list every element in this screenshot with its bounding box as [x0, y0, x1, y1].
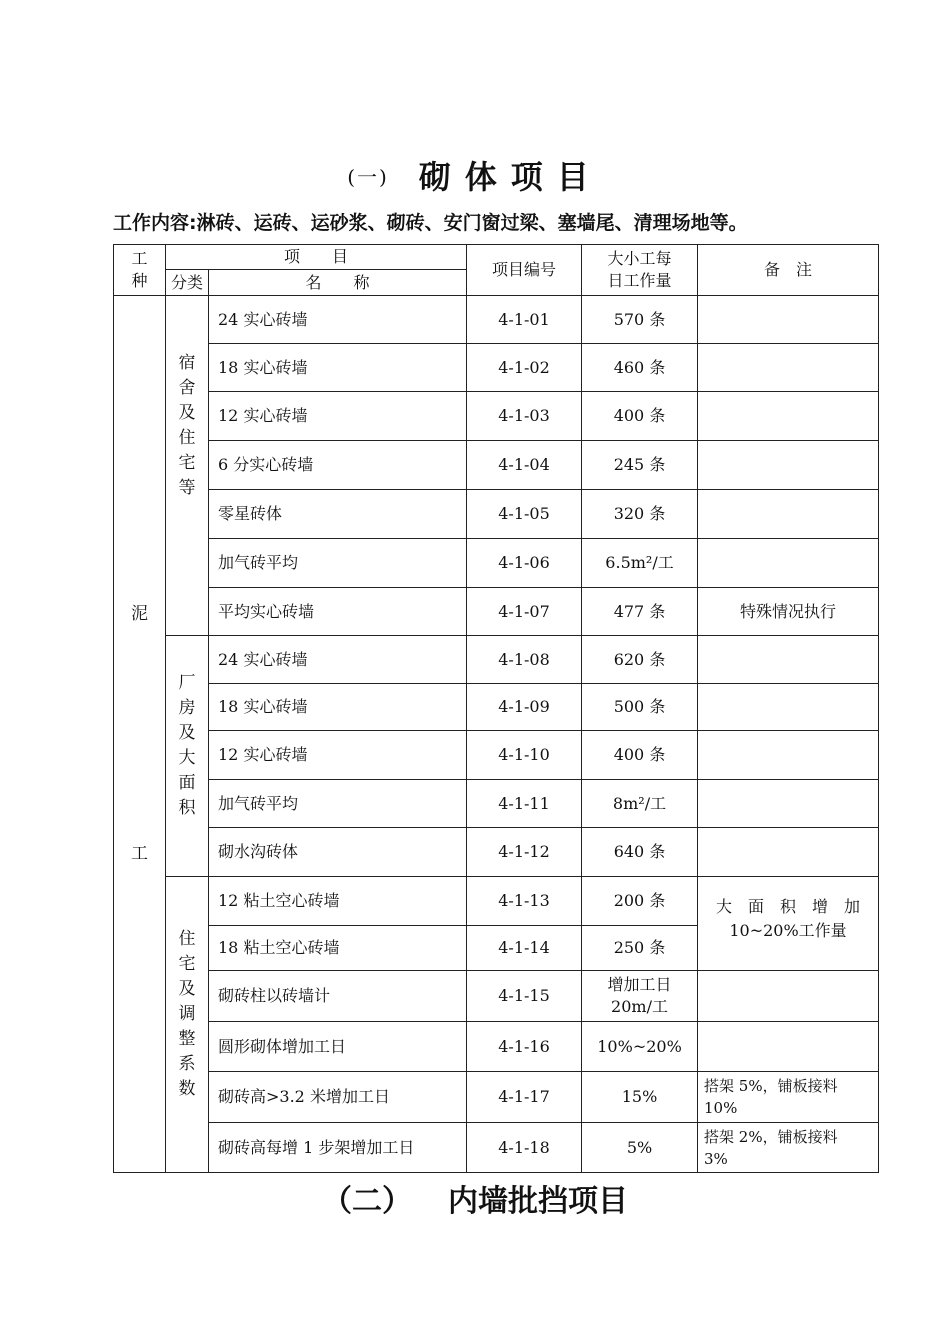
item-note — [698, 636, 879, 684]
item-code: 4-1-09 — [467, 684, 582, 731]
item-name: 24 实心砖墙 — [209, 636, 467, 684]
item-code: 4-1-12 — [467, 828, 582, 877]
item-code: 4-1-08 — [467, 636, 582, 684]
item-code: 4-1-04 — [467, 441, 582, 490]
item-name: 6 分实心砖墙 — [209, 441, 467, 490]
worktype-cell: 泥 工 — [114, 296, 166, 1173]
item-note: 搭架 2%，铺板接料 3% — [698, 1123, 879, 1173]
item-amount: 5% — [582, 1123, 698, 1173]
next-section-number: （二） — [322, 1184, 412, 1219]
item-name: 18 粘土空心砖墙 — [209, 926, 467, 971]
item-note — [698, 1022, 879, 1072]
section-title-text: 砌体项目 — [418, 158, 603, 196]
header-note: 备 注 — [698, 245, 879, 296]
next-section-title — [0, 1176, 950, 1220]
header-name: 名 称 — [209, 270, 467, 296]
item-code: 4-1-15 — [467, 971, 582, 1022]
category-cell: 住 宅 及 调 整 系 数 — [166, 877, 209, 1173]
header-item: 项 目 — [166, 245, 467, 270]
header-code: 项目编号 — [467, 245, 582, 296]
item-code: 4-1-07 — [467, 588, 582, 636]
item-name: 砌水沟砖体 — [209, 828, 467, 877]
item-amount: 400 条 — [582, 731, 698, 780]
category-cell: 厂 房 及 大 面 积 — [166, 636, 209, 877]
item-note — [698, 441, 879, 490]
work-content-line: 工作内容:淋砖、运砖、运砂浆、砌砖、安门窗过梁、塞墙尾、清理场地等。 — [113, 212, 748, 234]
category-cell: 宿 舍 及 住 宅 等 — [166, 296, 209, 636]
item-code: 4-1-17 — [467, 1072, 582, 1123]
item-note — [698, 828, 879, 877]
item-amount: 245 条 — [582, 441, 698, 490]
item-amount: 250 条 — [582, 926, 698, 971]
masonry-quota-table — [113, 244, 879, 1173]
item-note — [698, 392, 879, 441]
item-code: 4-1-18 — [467, 1123, 582, 1173]
item-name: 零星砖体 — [209, 490, 467, 539]
next-section-title-text: 内墙批挡项目 — [448, 1184, 628, 1219]
item-amount: 400 条 — [582, 392, 698, 441]
item-code: 4-1-10 — [467, 731, 582, 780]
item-code: 4-1-05 — [467, 490, 582, 539]
item-amount: 15% — [582, 1072, 698, 1123]
item-name: 18 实心砖墙 — [209, 344, 467, 392]
item-code: 4-1-02 — [467, 344, 582, 392]
section-title — [0, 152, 950, 198]
merged-note: 大 面 积 增 加 10~20%工作量 — [698, 877, 879, 971]
item-amount: 8m²/工 — [582, 780, 698, 828]
item-amount: 200 条 — [582, 877, 698, 926]
item-amount: 460 条 — [582, 344, 698, 392]
item-name: 12 粘土空心砖墙 — [209, 877, 467, 926]
item-note: 特殊情况执行 — [698, 588, 879, 636]
header-amount: 大小工每 日工作量 — [582, 245, 698, 296]
header-category: 分类 — [166, 270, 209, 296]
item-note — [698, 490, 879, 539]
item-note — [698, 731, 879, 780]
item-code: 4-1-16 — [467, 1022, 582, 1072]
item-note — [698, 684, 879, 731]
item-name: 加气砖平均 — [209, 539, 467, 588]
item-amount: 640 条 — [582, 828, 698, 877]
item-note — [698, 971, 879, 1022]
item-note — [698, 780, 879, 828]
item-note — [698, 539, 879, 588]
item-code: 4-1-11 — [467, 780, 582, 828]
header-worktype: 工 种 — [114, 245, 166, 296]
item-code: 4-1-14 — [467, 926, 582, 971]
item-code: 4-1-03 — [467, 392, 582, 441]
item-amount: 10%~20% — [582, 1022, 698, 1072]
item-name: 12 实心砖墙 — [209, 392, 467, 441]
item-amount: 320 条 — [582, 490, 698, 539]
item-name: 圆形砌体增加工日 — [209, 1022, 467, 1072]
item-name: 平均实心砖墙 — [209, 588, 467, 636]
item-note — [698, 344, 879, 392]
item-name: 12 实心砖墙 — [209, 731, 467, 780]
item-amount: 570 条 — [582, 296, 698, 344]
item-amount: 620 条 — [582, 636, 698, 684]
item-code: 4-1-06 — [467, 539, 582, 588]
section-number: (一) — [347, 165, 389, 189]
item-note: 搭架 5%，铺板接料 10% — [698, 1072, 879, 1123]
item-note — [698, 296, 879, 344]
item-code: 4-1-01 — [467, 296, 582, 344]
item-amount: 6.5m²/工 — [582, 539, 698, 588]
item-code: 4-1-13 — [467, 877, 582, 926]
item-name: 砌砖高>3.2 米增加工日 — [209, 1072, 467, 1123]
item-name: 加气砖平均 — [209, 780, 467, 828]
item-name: 砌砖高每增 1 步架增加工日 — [209, 1123, 467, 1173]
item-amount: 477 条 — [582, 588, 698, 636]
item-amount: 500 条 — [582, 684, 698, 731]
item-name: 砌砖柱以砖墙计 — [209, 971, 467, 1022]
item-name: 24 实心砖墙 — [209, 296, 467, 344]
item-amount: 增加工日 20m/工 — [582, 971, 698, 1022]
item-name: 18 实心砖墙 — [209, 684, 467, 731]
